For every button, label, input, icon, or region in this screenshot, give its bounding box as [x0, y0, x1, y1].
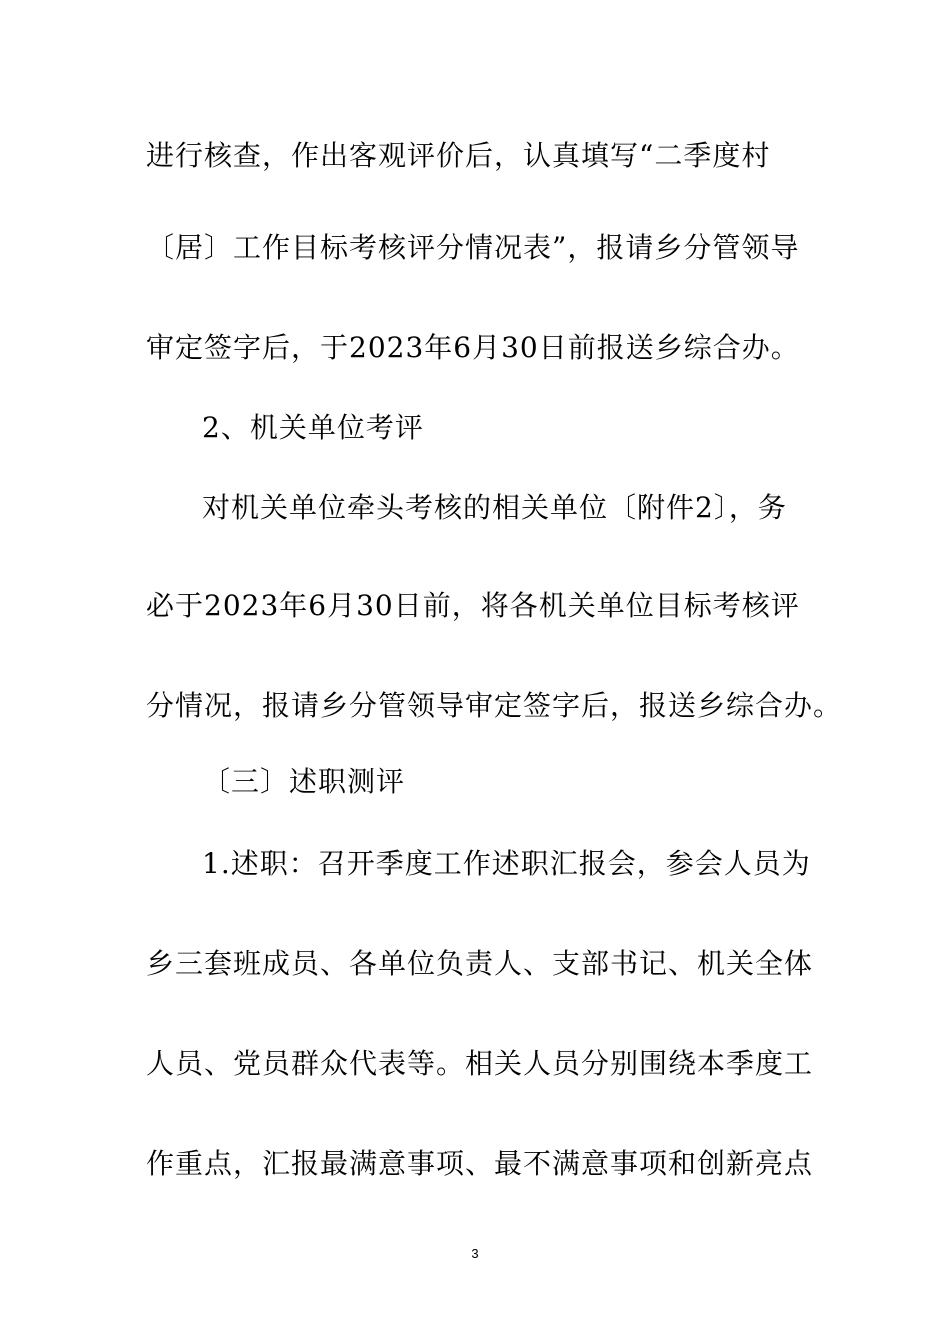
body-text-line: 乡三套班成员、各单位负责人、支部书记、机关全体 [146, 947, 814, 980]
body-text-line: 审定签字后，于2023年6月30日前报送乡综合办。 [146, 331, 800, 364]
body-text-line: 分情况，报请乡分管领导审定签字后，报送乡综合办。 [146, 689, 843, 722]
body-text-line: 人员、党员群众代表等。相关人员分别围绕本季度工 [146, 1047, 814, 1080]
body-text-line: 进行核查，作出客观评价后，认真填写“二季度村 [146, 139, 771, 172]
body-text-line: 必于2023年6月30日前，将各机关单位目标考核评 [146, 589, 800, 622]
section-heading: 〔三〕述职测评 [202, 765, 406, 798]
body-text-line: 〔居〕工作目标考核评分情况表”，报请乡分管领导 [146, 231, 800, 264]
body-text-line: 对机关单位牵头考核的相关单位〔附件2〕，务 [202, 491, 787, 524]
section-heading: 2、机关单位考评 [202, 411, 424, 444]
body-text-line: 作重点，汇报最满意事项、最不满意事项和创新亮点 [146, 1147, 814, 1180]
body-text-line: 1.述职：召开季度工作述职汇报会，参会人员为 [202, 847, 811, 880]
page-number: 3 [471, 1246, 479, 1261]
